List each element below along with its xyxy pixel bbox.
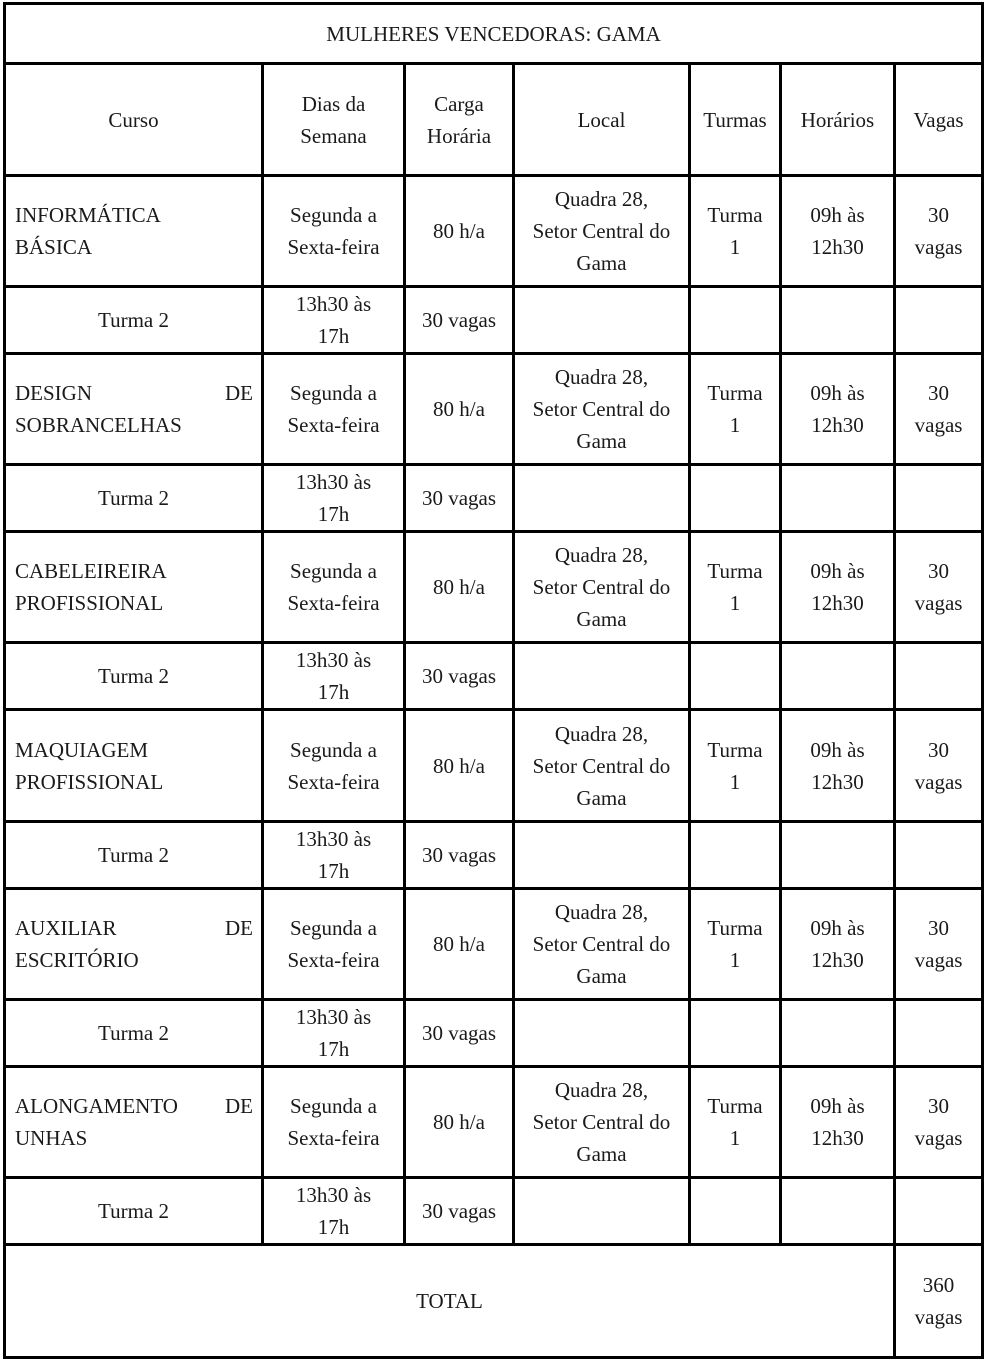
course-dias xyxy=(263,710,405,821)
course-carga-text: 80 h/a xyxy=(433,753,485,778)
turma2-horario xyxy=(263,1177,405,1244)
turma2-empty-horarios xyxy=(781,1177,895,1244)
course-carga-text: 80 h/a xyxy=(433,931,485,956)
course-local xyxy=(514,176,690,287)
turma2-horario-text: 13h30 às 17h xyxy=(295,826,372,883)
course-name-text: MAQUIAGEM PROFISSIONAL xyxy=(15,737,164,794)
course-horario xyxy=(781,710,895,821)
header-carga: Carga Horária xyxy=(405,64,514,176)
turma2-empty-horarios xyxy=(781,465,895,532)
course-dias-text: Segunda a Sexta-feira xyxy=(287,203,380,260)
course-name-text: CABELEIREIRA PROFISSIONAL xyxy=(15,559,167,616)
turma2-vagas-text: 30 vagas xyxy=(421,842,497,867)
course-turma xyxy=(690,888,781,999)
course-carga xyxy=(405,176,514,287)
header-row xyxy=(5,64,983,176)
course-turma xyxy=(690,710,781,821)
course-horario-text: 09h às 12h30 xyxy=(810,737,865,794)
course-local-text: Quadra 28, Setor Central do Gama xyxy=(532,543,671,632)
course-horario xyxy=(781,888,895,999)
total-label-text: TOTAL xyxy=(416,1288,483,1313)
course-carga xyxy=(405,888,514,999)
course-row xyxy=(5,888,983,999)
course-local xyxy=(514,532,690,643)
turma2-row xyxy=(5,1177,983,1244)
turma2-label xyxy=(5,999,263,1066)
turma2-empty-turmas xyxy=(690,287,781,354)
course-name-text: ALONGAMENTO DE UNHAS xyxy=(15,1093,253,1150)
turma2-label-text: Turma 2 xyxy=(98,1198,169,1223)
turma2-vagas-text: 30 vagas xyxy=(421,1198,497,1223)
turma2-label xyxy=(5,287,263,354)
turma2-row xyxy=(5,999,983,1066)
turma2-row xyxy=(5,821,983,888)
course-name xyxy=(5,1066,263,1177)
course-turma-text: Turma 1 xyxy=(707,559,763,616)
course-name-text: DESIGN DE SOBRANCELHAS xyxy=(15,381,253,438)
turma2-horario xyxy=(263,999,405,1066)
turma2-label-text: Turma 2 xyxy=(98,486,169,511)
course-horario xyxy=(781,1066,895,1177)
header-curso: Curso xyxy=(5,64,263,176)
course-local-text: Quadra 28, Setor Central do Gama xyxy=(532,1077,671,1166)
course-name xyxy=(5,888,263,999)
turma2-vagas xyxy=(405,465,514,532)
turma2-row xyxy=(5,287,983,354)
course-vagas-text: 30 vagas xyxy=(914,203,963,260)
course-carga-text: 80 h/a xyxy=(433,1109,485,1134)
turma2-vagas xyxy=(405,821,514,888)
total-row xyxy=(5,1244,983,1357)
turma2-vagas-text: 30 vagas xyxy=(421,1020,497,1045)
turma2-empty-local xyxy=(514,821,690,888)
course-turma xyxy=(690,354,781,465)
turma2-empty-vagas xyxy=(895,1177,983,1244)
course-horario xyxy=(781,354,895,465)
turma2-label xyxy=(5,1177,263,1244)
turma2-vagas xyxy=(405,1177,514,1244)
course-dias-text: Segunda a Sexta-feira xyxy=(287,381,380,438)
course-turma xyxy=(690,1066,781,1177)
turma2-horario-text: 13h30 às 17h xyxy=(295,470,372,527)
turma2-empty-local xyxy=(514,465,690,532)
turma2-empty-horarios xyxy=(781,643,895,710)
course-row xyxy=(5,1066,983,1177)
course-carga xyxy=(405,710,514,821)
course-horario-text: 09h às 12h30 xyxy=(810,381,865,438)
course-local xyxy=(514,1066,690,1177)
turma2-empty-local xyxy=(514,999,690,1066)
course-row xyxy=(5,354,983,465)
turma2-empty-turmas xyxy=(690,999,781,1066)
turma2-empty-horarios xyxy=(781,287,895,354)
course-dias-text: Segunda a Sexta-feira xyxy=(287,559,380,616)
turma2-empty-local xyxy=(514,643,690,710)
turma2-horario-text: 13h30 às 17h xyxy=(295,1004,372,1061)
course-carga xyxy=(405,532,514,643)
course-dias xyxy=(263,1066,405,1177)
turma2-horario xyxy=(263,821,405,888)
turma2-label-text: Turma 2 xyxy=(98,308,169,333)
title-row xyxy=(5,4,983,64)
course-turma-text: Turma 1 xyxy=(707,1093,763,1150)
header-turmas: Turmas xyxy=(690,64,781,176)
course-name xyxy=(5,176,263,287)
course-row xyxy=(5,176,983,287)
turma2-label-text: Turma 2 xyxy=(98,664,169,689)
course-vagas-text: 30 vagas xyxy=(914,381,963,438)
course-carga-text: 80 h/a xyxy=(433,219,485,244)
course-row xyxy=(5,710,983,821)
turma2-empty-turmas xyxy=(690,1177,781,1244)
course-vagas xyxy=(895,176,983,287)
course-vagas xyxy=(895,710,983,821)
course-horario-text: 09h às 12h30 xyxy=(810,559,865,616)
turma2-empty-vagas xyxy=(895,999,983,1066)
turma2-label xyxy=(5,643,263,710)
turma2-empty-local xyxy=(514,1177,690,1244)
turma2-vagas xyxy=(405,643,514,710)
course-local xyxy=(514,354,690,465)
course-local-text: Quadra 28, Setor Central do Gama xyxy=(532,721,671,810)
courses-document xyxy=(3,2,981,1359)
turma2-horario-text: 13h30 às 17h xyxy=(295,648,372,705)
turma2-row xyxy=(5,465,983,532)
course-local-text: Quadra 28, Setor Central do Gama xyxy=(532,899,671,988)
table-title: MULHERES VENCEDORAS: GAMA xyxy=(5,4,983,64)
turma2-label xyxy=(5,821,263,888)
course-turma xyxy=(690,532,781,643)
course-horario-text: 09h às 12h30 xyxy=(810,1093,865,1150)
header-local: Local xyxy=(514,64,690,176)
turma2-vagas-text: 30 vagas xyxy=(421,486,497,511)
turma2-vagas xyxy=(405,999,514,1066)
courses-table xyxy=(3,2,984,1359)
turma2-horario xyxy=(263,287,405,354)
course-local-text: Quadra 28, Setor Central do Gama xyxy=(532,187,671,276)
course-vagas xyxy=(895,888,983,999)
course-turma-text: Turma 1 xyxy=(707,737,763,794)
course-turma xyxy=(690,176,781,287)
course-vagas-text: 30 vagas xyxy=(914,737,963,794)
turma2-empty-vagas xyxy=(895,465,983,532)
course-turma-text: Turma 1 xyxy=(707,915,763,972)
header-vagas: Vagas xyxy=(895,64,983,176)
course-horario-text: 09h às 12h30 xyxy=(810,203,865,260)
turma2-horario-text: 13h30 às 17h xyxy=(295,1182,372,1239)
header-dias: Dias da Semana xyxy=(263,64,405,176)
course-name-text: AUXILIAR DE ESCRITÓRIO xyxy=(15,915,253,972)
course-carga-text: 80 h/a xyxy=(433,575,485,600)
course-local-text: Quadra 28, Setor Central do Gama xyxy=(532,365,671,454)
course-local xyxy=(514,888,690,999)
turma2-horario-text: 13h30 às 17h xyxy=(295,292,372,349)
course-horario xyxy=(781,532,895,643)
turma2-horario xyxy=(263,465,405,532)
course-turma-text: Turma 1 xyxy=(707,203,763,260)
course-carga xyxy=(405,354,514,465)
course-dias xyxy=(263,888,405,999)
turma2-empty-horarios xyxy=(781,821,895,888)
course-dias-text: Segunda a Sexta-feira xyxy=(287,915,380,972)
turma2-label-text: Turma 2 xyxy=(98,1020,169,1045)
course-vagas xyxy=(895,1066,983,1177)
turma2-empty-turmas xyxy=(690,465,781,532)
course-dias xyxy=(263,532,405,643)
course-local xyxy=(514,710,690,821)
course-carga xyxy=(405,1066,514,1177)
total-label xyxy=(5,1244,895,1357)
turma2-empty-vagas xyxy=(895,287,983,354)
turma2-vagas-text: 30 vagas xyxy=(421,308,497,333)
turma2-vagas xyxy=(405,287,514,354)
course-row xyxy=(5,532,983,643)
turma2-horario xyxy=(263,643,405,710)
course-carga-text: 80 h/a xyxy=(433,397,485,422)
course-name-text: INFORMÁTICA BÁSICA xyxy=(15,203,161,260)
course-name xyxy=(5,710,263,821)
course-vagas-text: 30 vagas xyxy=(914,559,963,616)
turma2-empty-horarios xyxy=(781,999,895,1066)
course-dias-text: Segunda a Sexta-feira xyxy=(287,1093,380,1150)
course-vagas-text: 30 vagas xyxy=(914,1093,963,1150)
course-dias xyxy=(263,354,405,465)
turma2-empty-vagas xyxy=(895,821,983,888)
turma2-empty-vagas xyxy=(895,643,983,710)
course-dias-text: Segunda a Sexta-feira xyxy=(287,737,380,794)
course-horario-text: 09h às 12h30 xyxy=(810,915,865,972)
header-horarios: Horários xyxy=(781,64,895,176)
course-turma-text: Turma 1 xyxy=(707,381,763,438)
course-vagas xyxy=(895,532,983,643)
turma2-label xyxy=(5,465,263,532)
total-value xyxy=(895,1244,983,1357)
course-dias xyxy=(263,176,405,287)
course-name xyxy=(5,354,263,465)
course-vagas xyxy=(895,354,983,465)
turma2-empty-local xyxy=(514,287,690,354)
course-name xyxy=(5,532,263,643)
total-value-text: 360 vagas xyxy=(914,1272,963,1329)
turma2-row xyxy=(5,643,983,710)
turma2-empty-turmas xyxy=(690,821,781,888)
turma2-vagas-text: 30 vagas xyxy=(421,664,497,689)
course-vagas-text: 30 vagas xyxy=(914,915,963,972)
turma2-empty-turmas xyxy=(690,643,781,710)
course-horario xyxy=(781,176,895,287)
turma2-label-text: Turma 2 xyxy=(98,842,169,867)
